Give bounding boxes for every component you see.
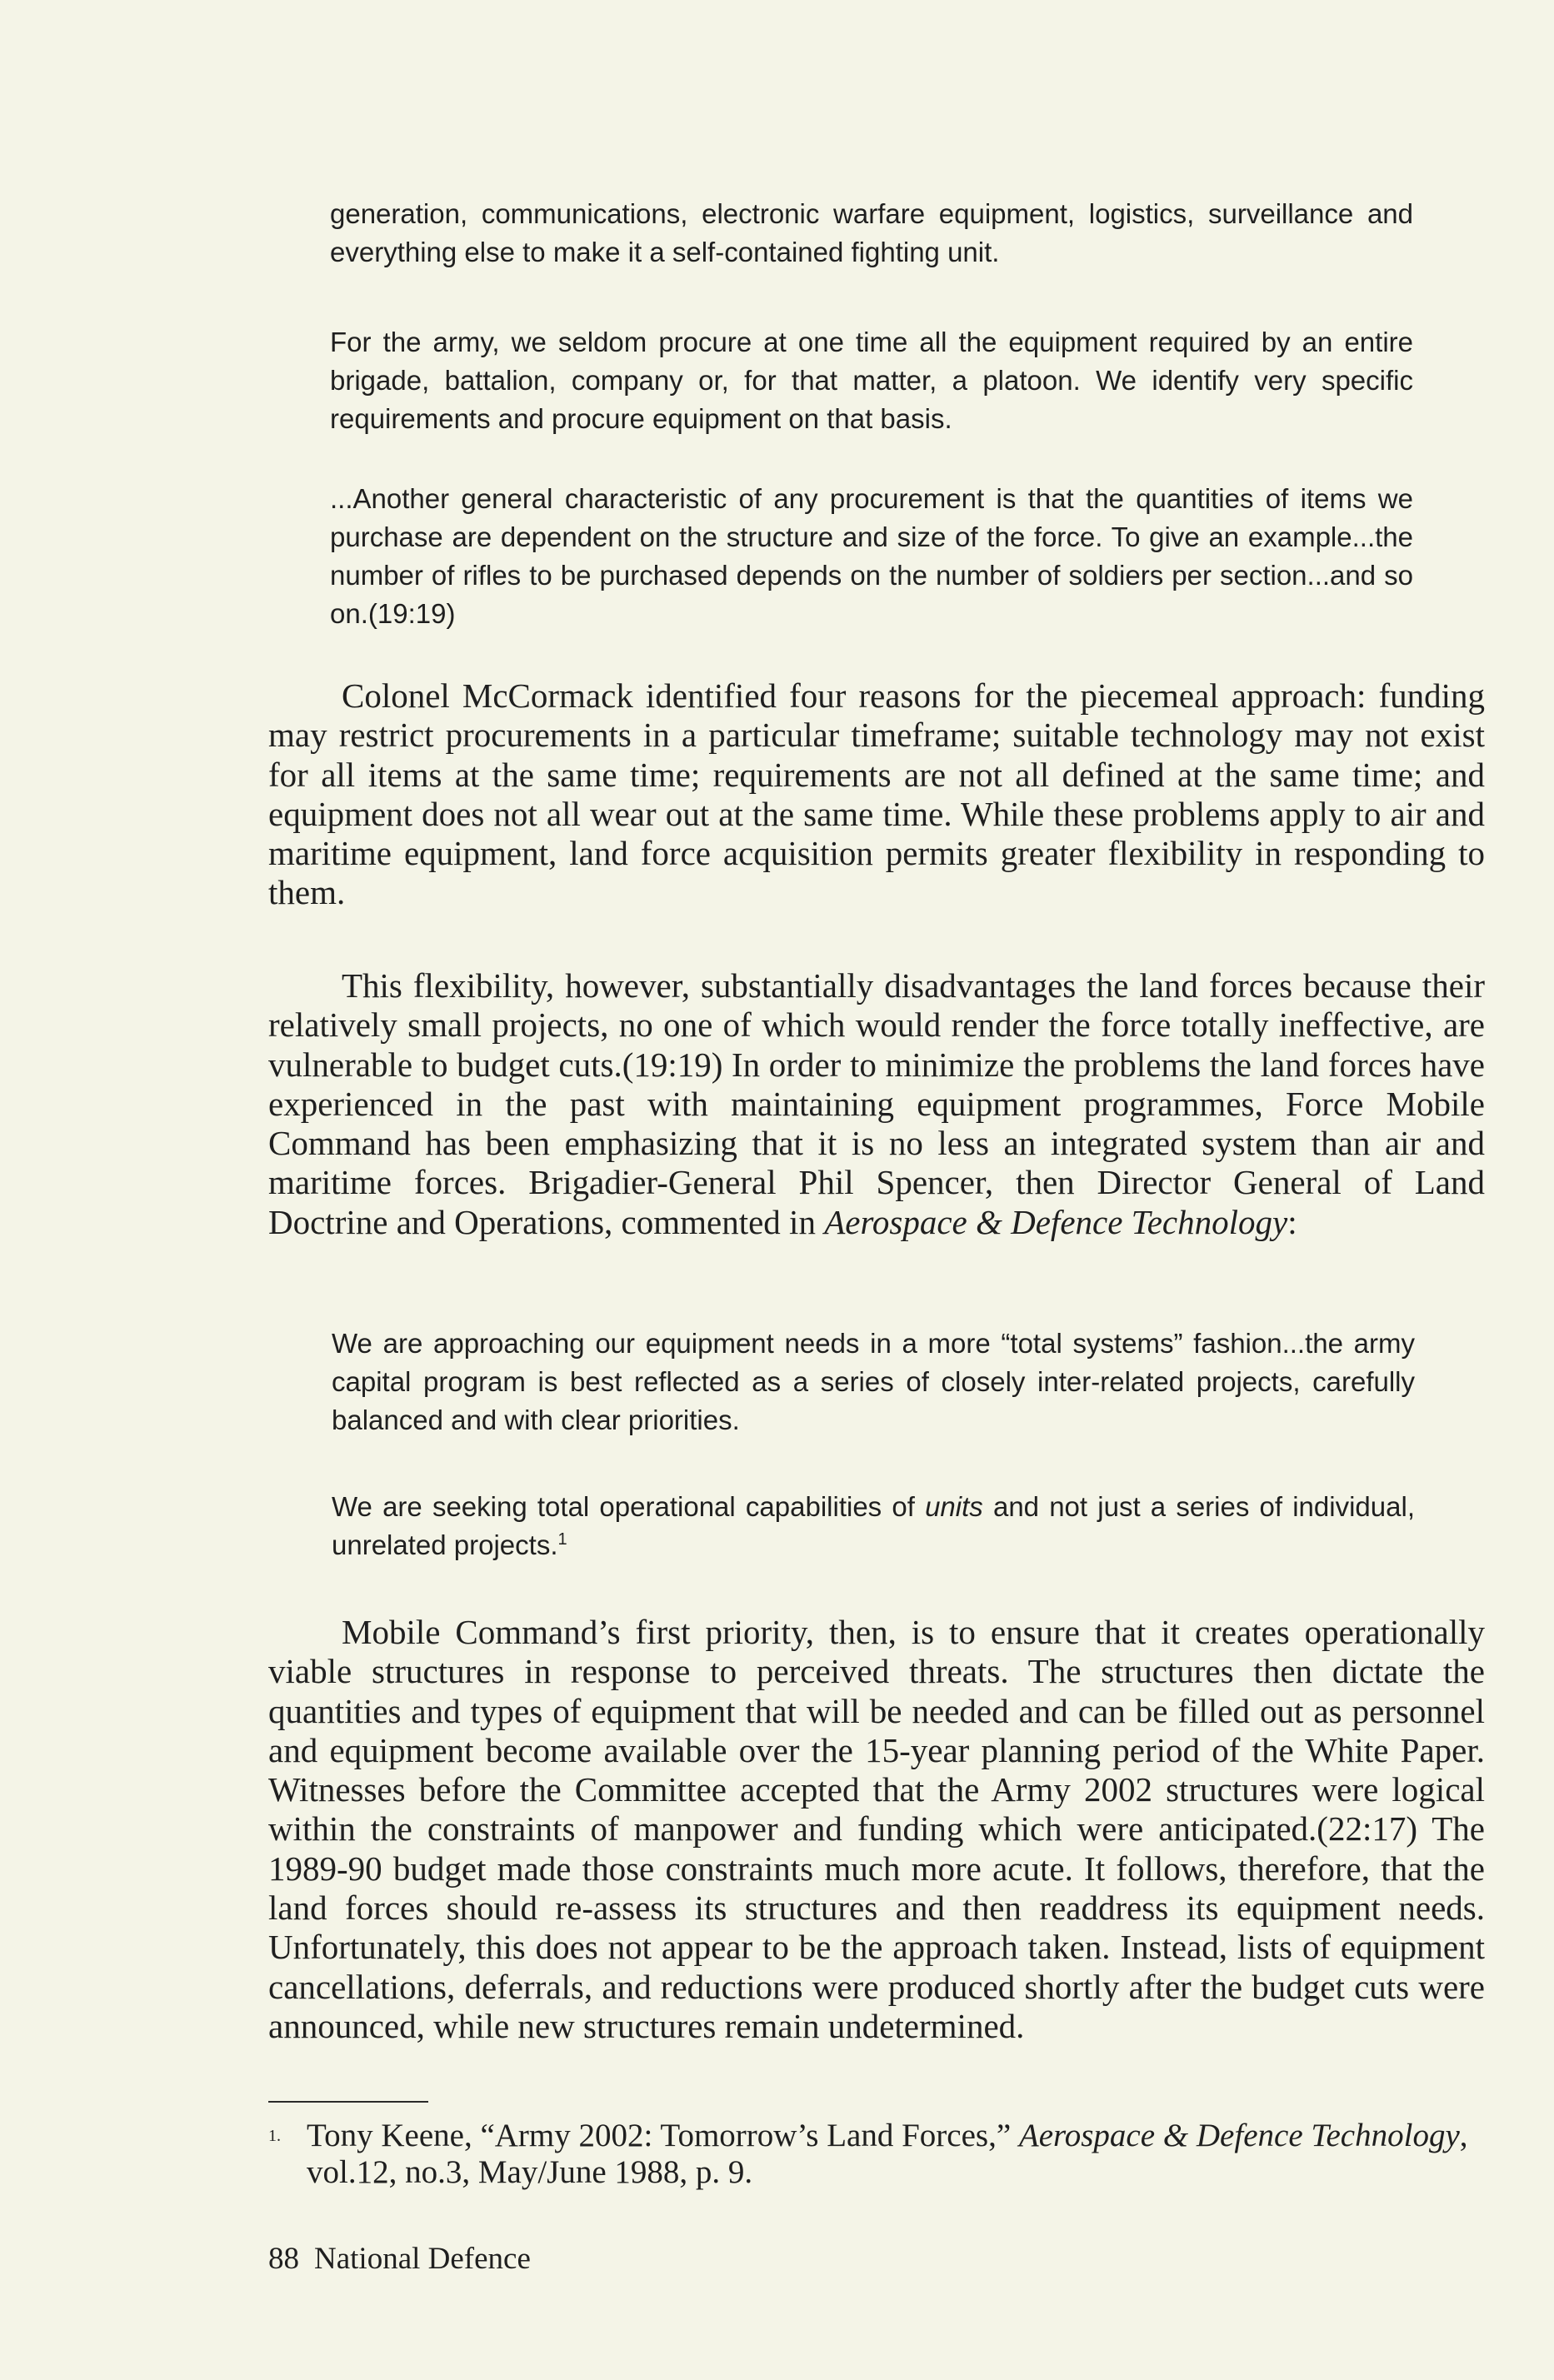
block-quote-1: generation, communications, electronic warfare equipment, logistics, surveillance and everything else to make it a self-contained fighting unit.	[330, 198, 1413, 267]
block-quote-5-text: We are seeking total operational capabilities of	[332, 1491, 926, 1522]
footnote-reference: 1	[557, 1530, 567, 1549]
footnote	[268, 2118, 1485, 2191]
footnote-citation: , vol.12, no.3, May/June 1988, p. 9.	[307, 2118, 1468, 2190]
footnote-divider	[268, 2101, 428, 2103]
block-quote-4: We are approaching our equipment needs in a more “total systems” fashion...the army capital program is best reflected as a series of closely inter-related projects, carefully balanced and with clear priorities.	[332, 1328, 1415, 1435]
body-paragraph-2-text: This flexibility, however, substantially disadvantages the land forces because their relatively small projects, no one of which would render the force totally ineffective, are vulnerable to budget cuts.(19:19) In order to minimize the problems the land forces have experienced in the past with maintaining equipment programmes, Force Mobile Command has been emphasizing that it is no less an integrated system than air and maritime forces. Brigadier-General Phil Spencer, then Director General of Land Doctrine and Operations, commented in	[268, 966, 1485, 1241]
page-number: 88	[268, 2242, 299, 2276]
footnote-journal-italic: Aerospace & Defence Technology	[1018, 2118, 1460, 2153]
body-paragraph-3: Mobile Command’s first priority, then, is to ensure that it creates operationally viable structures in response to perceived threats. The structures then dictate the quantities and types of equipment that will be needed and can be filled out as personnel and equipment become available over the 15-year planning period of the White Paper. Witnesses before the Committee accepted that the Army 2002 structures were logical within the constraints of manpower and funding which were anticipated.(22:17) The 1989-90 budget made those constraints much more acute. It follows, therefore, that the land forces should re-assess its structures and then readdress its equipment needs. Unfortunately, this does not appear to be the approach taken. Instead, lists of equipment cancellations, deferrals, and reductions were produced shortly after the budget cuts were announced, while new structures remain undetermined.	[268, 1613, 1485, 2045]
block-quote-5	[332, 1488, 1415, 1564]
block-quote-3: ...Another general characteristic of any procurement is that the quantities of items we purchase are dependent on the structure and size of the force. To give an example...the number of rifles to be purchased depends on the number of soldiers per section...and so on.(19:19)	[330, 483, 1413, 629]
body-paragraph-2	[268, 966, 1485, 1242]
block-quote-2: For the army, we seldom procure at one time all the equipment required by an entire brigade, battalion, company or, for that matter, a platoon. We identify very specific requirements and procure equipment on that basis.	[330, 327, 1413, 434]
body-paragraph-2-end: :	[1287, 1202, 1297, 1241]
footnote-marker: 1.	[268, 2127, 281, 2145]
units-italic: units	[925, 1491, 983, 1522]
block-quote-5-text-end: and not just a series of individual, unrelated projects.	[332, 1491, 1415, 1560]
page-footer	[268, 2241, 531, 2278]
footnote-text: Tony Keene, “Army 2002: Tomorrow’s Land Forces,”	[307, 2118, 1019, 2153]
journal-title-italic: Aerospace & Defence Technology	[824, 1202, 1288, 1241]
footer-label: National Defence	[314, 2242, 531, 2276]
body-paragraph-1: Colonel McCormack identified four reasons for the piecemeal approach: funding may restrict procurements in a particular timeframe; suitable technology may not exist for all items at the same time; requirements are not all defined at the same time; and equipment does not all wear out at the same time. While these problems apply to air and maritime equipment, land force acquisition permits greater flexibility in responding to them.	[268, 676, 1485, 912]
